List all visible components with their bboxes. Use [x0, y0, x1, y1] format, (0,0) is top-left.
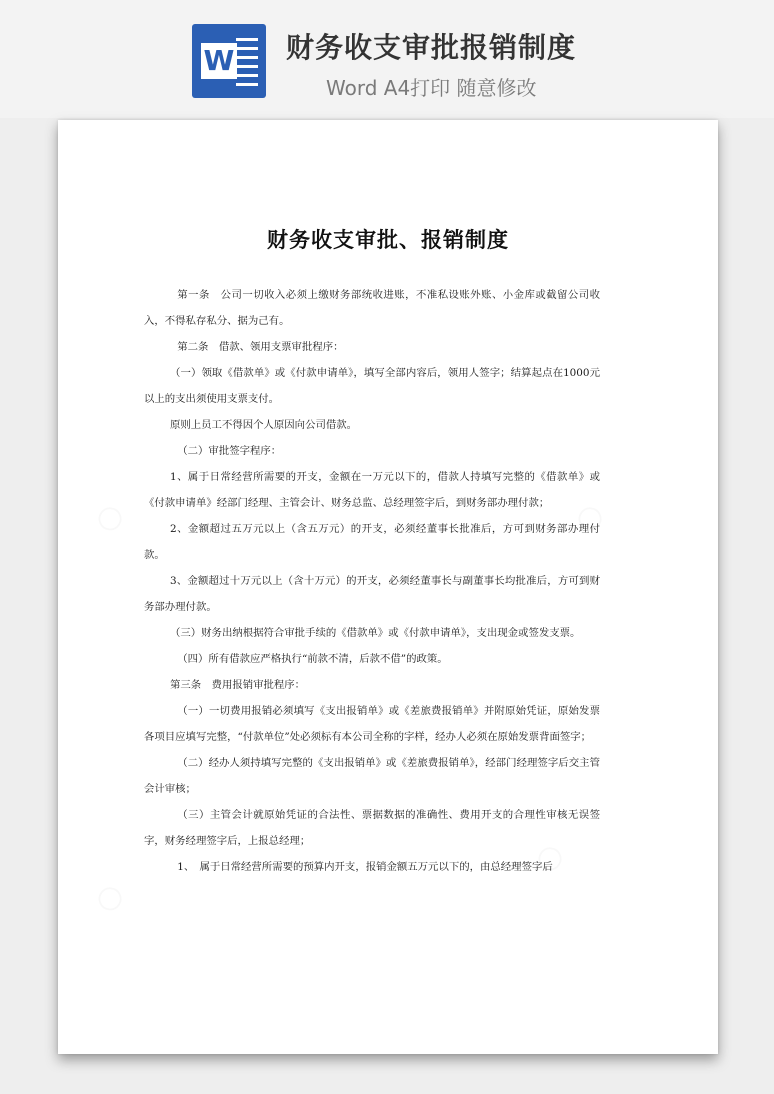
watermark: ○: [530, 835, 572, 880]
header-banner: [0, 0, 774, 118]
paragraph: （三）主管会计就原始凭证的合法性、票据数据的准确性、费用开支的合理性审核无误签字，财务经理签字后，上报总经理；: [144, 809, 600, 847]
document-lines-icon: [236, 38, 258, 84]
word-app-icon: [192, 24, 266, 98]
paragraph: （一）领取《借款单》或《付款申请单》，填写全部内容后，领用人签字；结算起点在1000元以上的支出须使用支票支付。: [144, 367, 600, 405]
document-title: 财务收支审批、报销制度: [267, 228, 509, 252]
paragraph: 原则上员工不得因个人原因向公司借款。: [170, 419, 358, 431]
banner-subtitle: Word A4打印 随意修改: [326, 76, 537, 100]
paragraph: （二）经办人须持填写完整的《支出报销单》或《差旅费报销单》，经部门经理签字后交主管会计审核；: [144, 757, 600, 795]
paragraph: 1、属于日常经营所需要的开支，金额在一万元以下的，借款人持填写完整的《借款单》或《付款申请单》经部门经理、主管会计、财务总监、总经理签字后，到财务部办理付款；: [144, 471, 600, 509]
paragraph: （四）所有借款应严格执行“前款不清，后款不借”的政策。: [177, 653, 448, 665]
paragraph: 第二条 借款、领用支票审批程序：: [177, 341, 344, 353]
paragraph: （一）一切费用报销必须填写《支出报销单》或《差旅费报销单》并附原始凭证，原始发票各项目应填写完整，“付款单位”处必须标有本公司全称的字样，经办人必须在原始发票背面签字；: [144, 705, 600, 743]
paragraph: （三）财务出纳根据符合审批手续的《借款单》或《付款申请单》，支出现金或签发支票。: [170, 627, 581, 639]
paragraph: 第一条 公司一切收入必须上缴财务部统收进账，不准私设账外账、小金库或截留公司收入，不得私存私分、据为己有。: [144, 289, 600, 327]
document-page: [58, 120, 718, 1054]
watermark: ○: [90, 875, 132, 920]
paragraph: （二）审批签字程序：: [177, 445, 282, 457]
watermark: ○: [570, 495, 612, 540]
watermark: ○: [90, 495, 132, 540]
word-letter: W: [201, 43, 237, 79]
document-body: [144, 282, 600, 880]
paragraph: 1、 属于日常经营所需要的预算内开支，报销金额五万元以下的，由总经理签字后: [177, 861, 553, 873]
paragraph: 2、金额超过五万元以上（含五万元）的开支，必须经董事长批准后，方可到财务部办理付款。: [144, 523, 600, 561]
paragraph: 3、金额超过十万元以上（含十万元）的开支，必须经董事长与副董事长均批准后，方可到财务部办理付款。: [144, 575, 600, 613]
banner-title: 财务收支审批报销制度: [286, 31, 577, 64]
paragraph: 第三条 费用报销审批程序：: [170, 679, 306, 691]
